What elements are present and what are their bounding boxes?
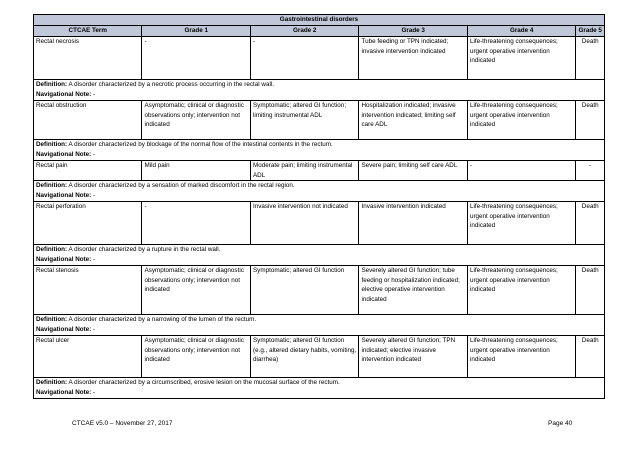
header-grade-3: Grade 3 (359, 26, 467, 37)
navigational-note-label: Navigational Note: (36, 326, 92, 334)
definition-cell (34, 80, 605, 91)
navigational-note-text: - (93, 326, 96, 334)
grade-4-cell: Life-threatening consequences; urgent operative intervention indicated (467, 266, 575, 315)
grade-3-cell: Severely altered GI function; TPN indicated; elective invasive intervention indicated (359, 336, 467, 378)
header-ctcae-term: CTCAE Term (34, 26, 142, 37)
navigational-note-label: Navigational Note: (36, 192, 92, 200)
grade-4-cell: Life-threatening consequences; urgent operative intervention indicated (467, 37, 575, 80)
grade-3-cell: Severely altered GI function; tube feeding or hospitalization indicated; elective operative intervention indicated (359, 266, 467, 315)
navigational-note-label: Navigational Note: (36, 389, 92, 397)
grade-5-cell: Death (576, 37, 605, 80)
definition-cell (34, 378, 605, 389)
header-grade-2: Grade 2 (250, 26, 358, 37)
grade-5-cell: Death (576, 101, 605, 140)
grade-4-cell: - (467, 161, 575, 181)
definition-text: A disorder characterized by blockage of the normal flow of the intestinal contents in the rectum. (68, 141, 333, 148)
term-cell: Rectal pain (34, 161, 142, 181)
term-cell: Rectal obstruction (34, 101, 142, 140)
grade-1-cell: - (142, 202, 250, 245)
grade-5-cell: - (576, 161, 605, 181)
grade-1-cell: Asymptomatic; clinical or diagnostic observations only; intervention not indicated (142, 336, 250, 378)
grade-2-cell: Invasive intervention not indicated (250, 202, 358, 245)
definition-row (34, 181, 605, 192)
grade-5-cell: Death (576, 336, 605, 378)
grade-5-cell: Death (576, 266, 605, 315)
grade-5-cell: Death (576, 202, 605, 245)
navigational-note-text: - (93, 192, 96, 200)
definition-row (34, 378, 605, 389)
table-row (34, 202, 605, 245)
grade-4-cell: Life-threatening consequences; urgent operative intervention indicated (467, 202, 575, 245)
navigational-note-label: Navigational Note: (36, 151, 92, 158)
ctcae-table (33, 14, 605, 399)
header-row (34, 26, 605, 37)
table-row (34, 266, 605, 315)
definition-text: A disorder characterized by a narrowing of the lumen of the rectum. (68, 316, 257, 324)
grade-4-cell: Life-threatening consequences; urgent operative intervention indicated (467, 101, 575, 140)
grade-2-cell: Moderate pain; limiting instrumental ADL (250, 161, 358, 181)
table-row (34, 161, 605, 181)
navigational-note-row (34, 90, 605, 101)
term-cell: Rectal ulcer (34, 336, 142, 378)
definition-cell (34, 245, 605, 256)
navigational-note-text: - (93, 389, 96, 397)
definition-row (34, 315, 605, 326)
navigational-note-label: Navigational Note: (36, 256, 92, 264)
definition-label: Definition: (36, 316, 68, 324)
grade-3-cell: Invasive intervention indicated (359, 202, 467, 245)
table-title-row (34, 15, 605, 26)
term-cell: Rectal perforation (34, 202, 142, 245)
grade-2-cell: Symptomatic; altered GI function; limiting instrumental ADL (250, 101, 358, 140)
navigational-note-text: - (93, 256, 96, 264)
definition-cell (34, 315, 605, 326)
navigational-note-cell (34, 90, 605, 101)
term-cell: Rectal stenosis (34, 266, 142, 315)
definition-row (34, 140, 605, 151)
table-row (34, 336, 605, 378)
grade-2-cell: Symptomatic; altered GI function (e.g., altered dietary habits, vomiting, diarrhea) (250, 336, 358, 378)
navigational-note-row (34, 191, 605, 202)
table-row (34, 101, 605, 140)
grade-1-cell: Asymptomatic; clinical or diagnostic observations only; intervention not indicated (142, 101, 250, 140)
navigational-note-row (34, 150, 605, 161)
navigational-note-row (34, 325, 605, 336)
header-grade-4: Grade 4 (467, 26, 575, 37)
footer-version: CTCAE v5.0 – November 27, 2017 (72, 420, 173, 427)
grade-3-cell: Hospitalization indicated; invasive intervention indicated; limiting self care ADL (359, 101, 467, 140)
definition-cell (34, 181, 605, 192)
grade-1-cell: Mild pain (142, 161, 250, 181)
table-title: Gastrointestinal disorders (34, 15, 605, 26)
definition-text: A disorder characterized by a necrotic process occurring in the rectal wall. (68, 81, 274, 88)
navigational-note-cell (34, 325, 605, 336)
header-grade-1: Grade 1 (142, 26, 250, 37)
definition-row (34, 80, 605, 91)
grade-3-cell: Severe pain; limiting self care ADL (359, 161, 467, 181)
definition-text: A disorder characterized by a sensation of marked discomfort in the rectal region. (68, 182, 295, 190)
header-grade-5: Grade 5 (576, 26, 605, 37)
grade-1-cell: - (142, 37, 250, 80)
navigational-note-text: - (93, 91, 96, 98)
grade-2-cell: - (250, 37, 358, 80)
definition-label: Definition: (36, 246, 68, 254)
definition-text: A disorder characterized by a circumscribed, erosive lesion on the mucosal surface of the rectum. (68, 379, 340, 387)
grade-1-cell: Asymptomatic; clinical or diagnostic observations only; intervention not indicated (142, 266, 250, 315)
definition-cell (34, 140, 605, 151)
definition-label: Definition: (36, 141, 68, 148)
definition-label: Definition: (36, 379, 68, 387)
grade-2-cell: Symptomatic; altered GI function (250, 266, 358, 315)
definition-text: A disorder characterized by a rupture in the rectal wall. (68, 246, 221, 254)
navigational-note-cell (34, 150, 605, 161)
definition-label: Definition: (36, 81, 68, 88)
navigational-note-cell (34, 191, 605, 202)
footer-page-number: Page 40 (548, 420, 573, 427)
navigational-note-row (34, 388, 605, 399)
definition-label: Definition: (36, 182, 68, 190)
table-row (34, 37, 605, 80)
navigational-note-label: Navigational Note: (36, 91, 92, 98)
navigational-note-cell (34, 388, 605, 399)
grade-4-cell: Life-threatening consequences; urgent operative intervention indicated (467, 336, 575, 378)
navigational-note-text: - (93, 151, 96, 158)
definition-row (34, 245, 605, 256)
term-cell: Rectal necrosis (34, 37, 142, 80)
navigational-note-row (34, 255, 605, 266)
grade-3-cell: Tube feeding or TPN indicated; invasive intervention indicated (359, 37, 467, 80)
navigational-note-cell (34, 255, 605, 266)
